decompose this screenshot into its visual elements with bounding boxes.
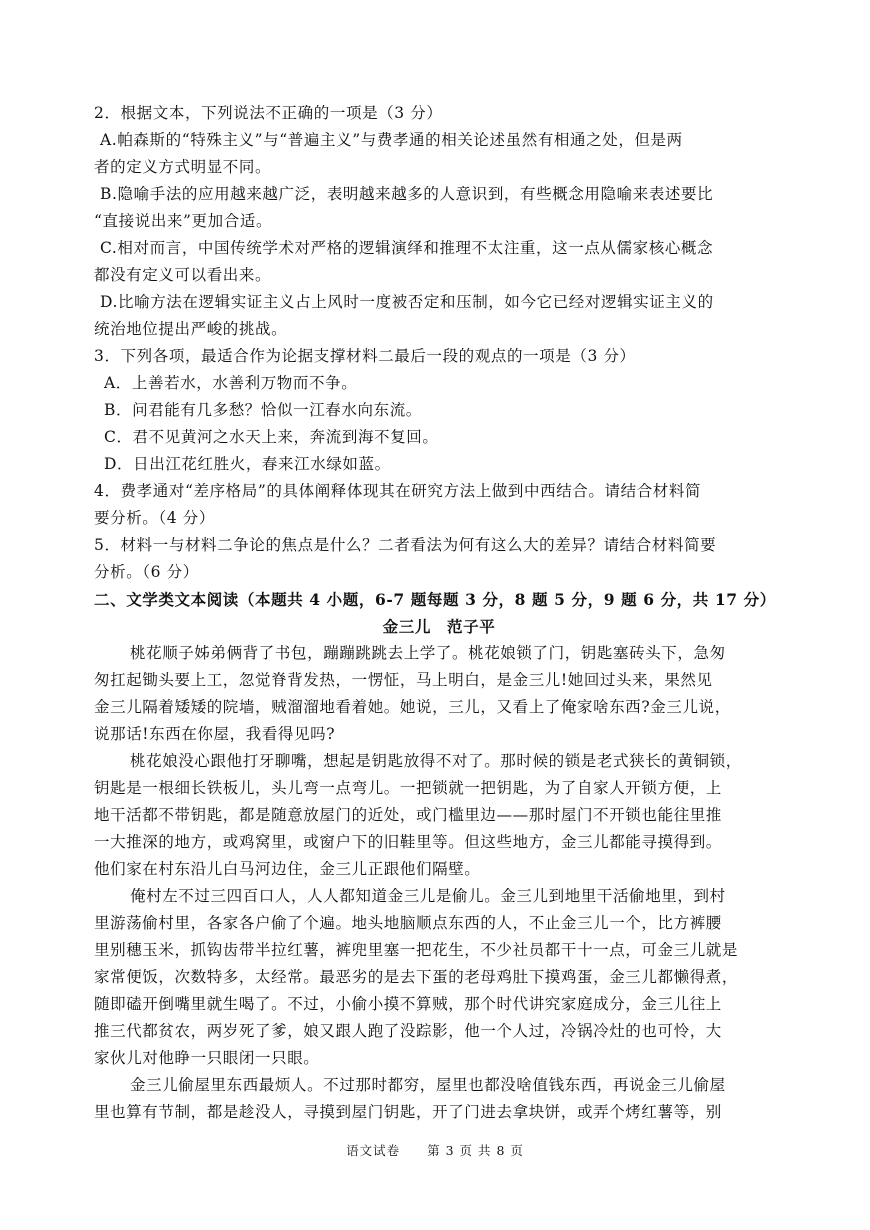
question-2-option-a: A.帕森斯的“特殊主义”与“普遍主义”与费孝通的相关论述虽然有相通之处，但是两 bbox=[100, 131, 683, 149]
story-paragraph-line: 家常便饭，次数特多，太经常。最恶劣的是去下蛋的老母鸡肚下摸鸡蛋，金三儿都懒得煮， bbox=[94, 968, 739, 986]
story-title: 金三儿 范子平 bbox=[382, 617, 496, 636]
story-paragraph-line: 推三代都贫农，两岁死了爹，娘又跟人跑了没踪影，他一个人过，冷锅冷灶的也可怜，大 bbox=[94, 1022, 722, 1040]
story-paragraph-line: 桃花顺子姊弟俩背了书包，蹦蹦跳跳去上学了。桃花娘锁了门，钥匙塞砖头下，急匆 bbox=[130, 644, 726, 662]
question-2-stem: 2．根据文本，下列说法不正确的一项是（3 分） bbox=[94, 104, 443, 122]
story-paragraph-line: 里游荡偷村里，各家各户偷了个遍。地头地脑顺点东西的人，不止金三儿一个，比方裤腰 bbox=[94, 914, 722, 932]
story-paragraph-line: 里别穗玉米，抓钩齿带半拉红薯，裤兜里塞一把花生，不少社员都干十一点，可金三儿就是 bbox=[94, 941, 739, 959]
story-paragraph-line: 他们家在村东沿儿白马河边住，金三儿正跟他们隔壁。 bbox=[94, 860, 481, 878]
question-2-option-b-cont: “直接说出来”更加合适。 bbox=[94, 212, 273, 230]
story-paragraph-line: 金三儿隔着矮矮的院墙，贼溜溜地看着她。她说，三儿，又看上了俺家啥东西?金三儿说， bbox=[94, 698, 731, 716]
page-content bbox=[94, 100, 784, 1126]
story-paragraph-line: 随即磕开倒嘴里就生喝了。不过，小偷小摸不算贼，那个时代讲究家庭成分，金三儿往上 bbox=[94, 995, 722, 1013]
question-3-option-b: B．问君能有几多愁？恰似一江春水向东流。 bbox=[104, 401, 422, 419]
question-5-stem-cont: 分析。（6 分） bbox=[94, 563, 199, 581]
question-3-option-d: D．日出江花红胜火，春来江水绿如蓝。 bbox=[104, 455, 391, 473]
story-paragraph-line: 金三儿偷屋里东西最烦人。不过那时都穷，屋里也都没啥值钱东西，再说金三儿偷屋 bbox=[130, 1076, 726, 1094]
story-paragraph-line: 匆扛起锄头要上工，忽觉脊背发热，一愣怔，马上明白，是金三儿!她回过头来，果然见 bbox=[94, 671, 713, 689]
question-3-stem: 3．下列各项，最适合作为论据支撑材料二最后一段的观点的一项是（3 分） bbox=[94, 347, 636, 365]
question-2-option-a-cont: 者的定义方式明显不同。 bbox=[94, 158, 272, 176]
question-2-option-b: B.隐喻手法的应用越来越广泛，表明越来越多的人意识到，有些概念用隐喻来表述要比 bbox=[100, 185, 714, 203]
question-3-option-c: C．君不见黄河之水天上来，奔流到海不复回。 bbox=[104, 428, 439, 446]
page-footer: 语文试卷 第 3 页 共 8 页 bbox=[346, 1143, 524, 1158]
question-4-stem-cont: 要分析。（4 分） bbox=[94, 509, 215, 527]
question-2-option-d-cont: 统治地位提出严峻的挑战。 bbox=[94, 320, 288, 338]
story-paragraph-line: 里也算有节制，都是趁没人，寻摸到屋门钥匙，开了门进去拿块饼，或弄个烤红薯等，别 bbox=[94, 1103, 722, 1121]
story-paragraph-line: 钥匙是一根细长铁板儿，头儿弯一点弯儿。一把锁就一把钥匙，为了自家人开锁方便，上 bbox=[94, 779, 722, 797]
question-4-stem: 4．费孝通对“差序格局”的具体阐释体现其在研究方法上做到中西结合。请结合材料简 bbox=[94, 482, 702, 500]
question-3-option-a: A．上善若水，水善利万物而不争。 bbox=[104, 374, 358, 392]
story-paragraph-line: 俺村左不过三四百口人，人人都知道金三儿是偷儿。金三儿到地里干活偷地里，到村 bbox=[130, 887, 726, 905]
story-paragraph-line: 家伙儿对他睁一只眼闭一只眼。 bbox=[94, 1049, 320, 1067]
question-5-stem: 5．材料一与材料二争论的焦点是什么？二者看法为何有这么大的差异？请结合材料简要 bbox=[94, 536, 717, 554]
question-2-option-c: C.相对而言，中国传统学术对严格的逻辑演绎和推理不太注重，这一点从儒家核心概念 bbox=[100, 239, 714, 257]
story-paragraph-line: 地干活都不带钥匙，都是随意放屋门的近处，或门槛里边——那时屋门不开锁也能往里推 bbox=[94, 806, 722, 824]
question-2-option-d: D.比喻方法在逻辑实证主义占上风时一度被否定和压制，如今它已经对逻辑实证主义的 bbox=[100, 293, 714, 311]
question-2-option-c-cont: 都没有定义可以看出来。 bbox=[94, 266, 272, 284]
story-paragraph-line: 桃花娘没心跟他打牙聊嘴，想起是钥匙放得不对了。那时候的锁是老式狭长的黄铜锁， bbox=[130, 752, 742, 770]
section-heading: 二、文学类文本阅读（本题共 4 小题，6-7 题每题 3 分，8 题 5 分，9 题 6 分，共 17 分） bbox=[94, 590, 776, 609]
story-paragraph-line: 说那话!东西在你屋，我看得见吗? bbox=[94, 725, 336, 743]
story-paragraph-line: 一大推深的地方，或鸡窝里，或窗户下的旧鞋里等。但这些地方，金三儿都能寻摸得到。 bbox=[94, 833, 722, 851]
